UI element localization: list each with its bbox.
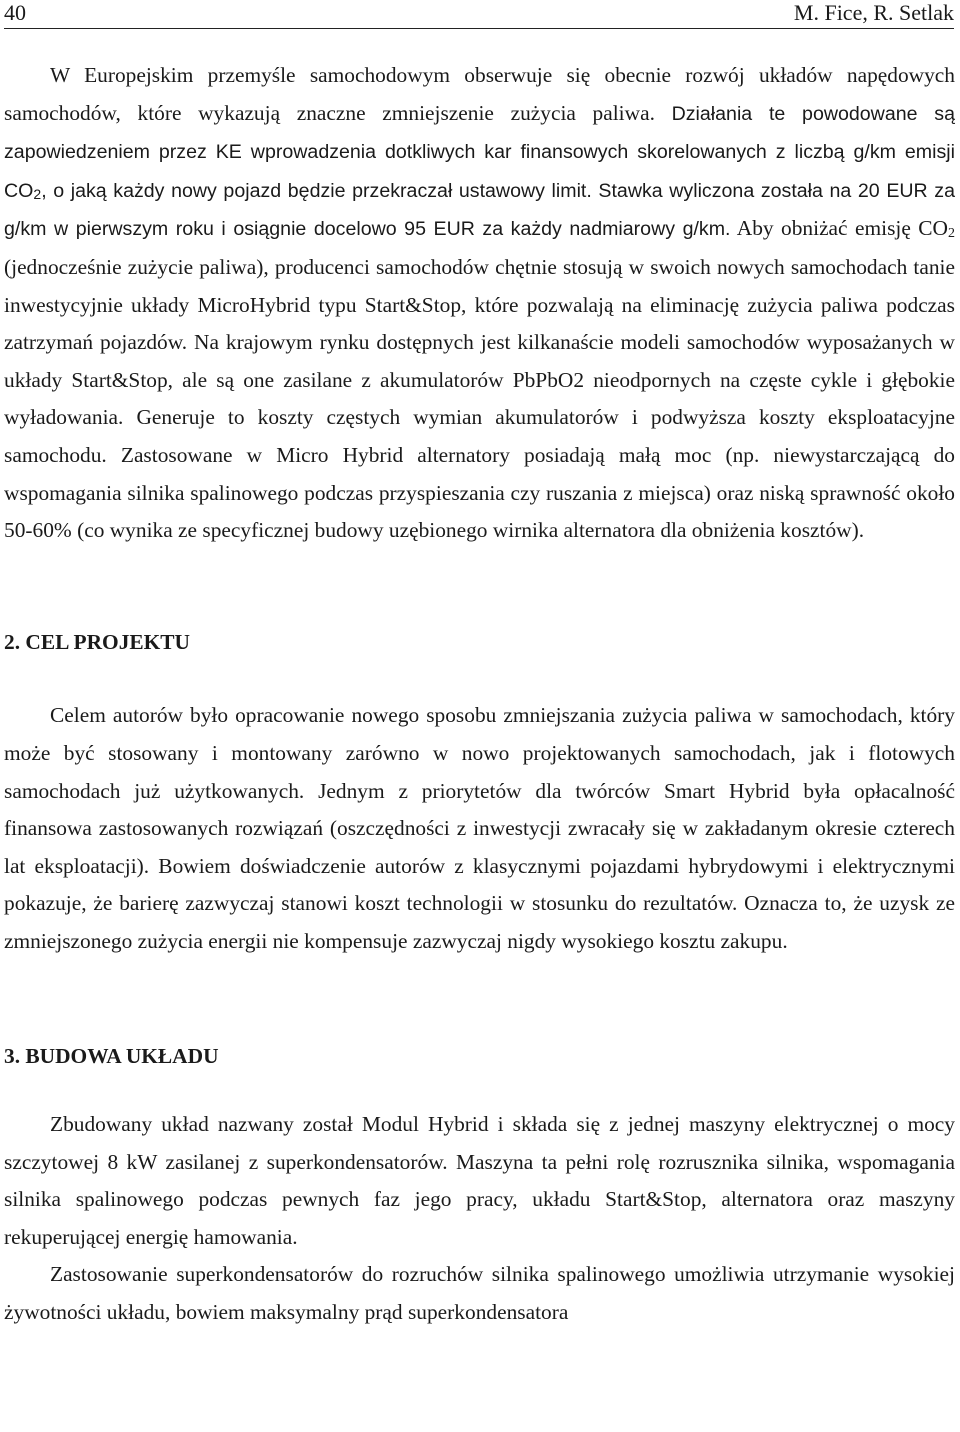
paragraph-budowa-1: Zbudowany układ nazwany został Modul Hybrid i składa się z jednej maszyny elektrycznej o mocy szczytowej 8 kW zasilanej z superkondensatorów. Maszyna ta pełni rolę rozrusznika silnika, wspomagania silnika spalinowego podczas pewnych faz jego pracy, układu Start&Stop, alternatora oraz maszyny rekuperującej energię hamowania. [4, 1112, 955, 1249]
paragraph-intro: W Europejskim przemyśle samochodowym obserwuje się obecnie rozwój układów napędowych samochodów, które wykazują znaczne zmniejszenie zużycia paliwa. Działania te powodowane są zapowiedzeniem przez KE wprowadzenia dotkliwych kar finansowych skorelowanych z liczbą g/km emisji $CO_2$, o jaką każdy nowy pojazd będzie przekraczał ustawowy limit. Stawka wyliczona została na 20 EUR za g/km w pierwszym roku i osiągnie docelowo 95 EUR za każdy nadmiarowy g/km. Aby obniżać emisję $CO_2$ (jednocześnie zużycie paliwa), producenci samochodów chętnie stosują w swoich nowych samochodach tanie inwestycyjnie układy MicroHybrid typu Start&Stop, które pozwalają na eliminację zużycia paliwa podczas zatrzymań pojazdów. Na krajowym rynku dostępnych jest kilkanaście modeli samochodów wyposażanych w układy Start&Stop, ale są one zasilane z akumulatorów PbPbO2 nieodpornych na częste cykle i głębokie wyładowania. Generuje to koszty częstych wymian akumulatorów i podwyższa koszty eksploatacyjne samochodu. Zastosowane w Micro Hybrid alternatory posiadają małą moc (np. niewystarczającą do wspomagania silnika spalinowego podczas przyspieszania czy ruszania z miejsca) oraz niską sprawność około 50-60% (co wynika ze specyficznej budowy uzębionego wirnika alternatora dla obniżenia kosztów). [4, 63, 955, 543]
intro-sentence-1: W Europejskim przemyśle samochodowym obserwuje się obecnie rozwój układów napędowych samochodów, które wykazują znaczne zmniejszenie zużycia paliwa. [4, 63, 955, 125]
section-heading-budowa-ukladu: 3. BUDOWA UKŁADU [4, 1044, 219, 1069]
intro-sentence-2: Działania te powodowane są zapowiedzeniem przez KE wprowadzenia dotkliwych kar finansowych skorelowanych z liczbą g/km emisji $CO_2$, o jaką każdy nowy pojazd będzie przekraczał ustawowy limit. Stawka wyliczona została na 20 EUR za g/km w pierwszym roku i osiągnie docelowo 95 EUR za każdy nadmiarowy g/km. [4, 102, 955, 241]
body-text [4, 57, 955, 1332]
intro-sentence-4: (jednocześnie zużycie paliwa), producenci samochodów chętnie stosują w swoich nowych samochodach tanie inwestycyjnie układy MicroHybrid typu Start&Stop, które pozwalają na eliminację zużycia paliwa podczas zatrzymań pojazdów. Na krajowym rynku dostępnych jest kilkanaście modeli samochodów wyposażanych w układy Start&Stop, ale są one zasilane z akumulatorów PbPbO2 nieodpornych na częste cykle i głębokie wyładowania. Generuje to koszty częstych wymian akumulatorów i podwyższa koszty eksploatacyjne samochodu. Zastosowane w Micro Hybrid alternatory posiadają małą moc (np. niewystarczającą do wspomagania silnika spalinowego podczas przyspieszania czy ruszania z miejsca) oraz niską sprawność około 50-60% (co wynika ze specyficznej budowy uzębionego wirnika alternatora dla obniżenia kosztów). [4, 254, 955, 543]
running-header [4, 0, 954, 29]
paragraph-budowa-2: Zastosowanie superkondensatorów do rozruchów silnika spalinowego umożliwia utrzymanie wysokiej żywotności układu, bowiem maksymalny prąd superkondensatora [4, 1262, 955, 1325]
section-heading-cel-projektu: 2. CEL PROJEKTU [4, 629, 191, 654]
paragraph-cel-projektu: Celem autorów było opracowanie nowego sposobu zmniejszania zużycia paliwa w samochodach, który może być stosowany i montowany zarówno w nowo projektowanych samochodach, jak i flotowych samochodach już użytkowanych. Jednym z priorytetów dla twórców Smart Hybrid była opłacalność finansowa zastosowanych rozwiązań (oszczędności z inwestycji zwracały się w zakładanym okresie czterech lat eksploatacji). Bowiem doświadczenie autorów z klasycznymi pojazdami hybrydowymi i elektrycznymi pokazuje, że barierę zazwyczaj stanowi koszt technologii w stosunku do rezultatów. Oznacza to, że uzysk ze zmniejszonego zużycia energii nie kompensuje zazwyczaj nigdy wysokiego kosztu zakupu. [4, 703, 955, 953]
page-number: 40 [4, 0, 26, 25]
intro-sentence-3: Aby obniżać emisję CO [736, 216, 948, 241]
header-authors: M. Fice, R. Setlak [793, 0, 954, 25]
